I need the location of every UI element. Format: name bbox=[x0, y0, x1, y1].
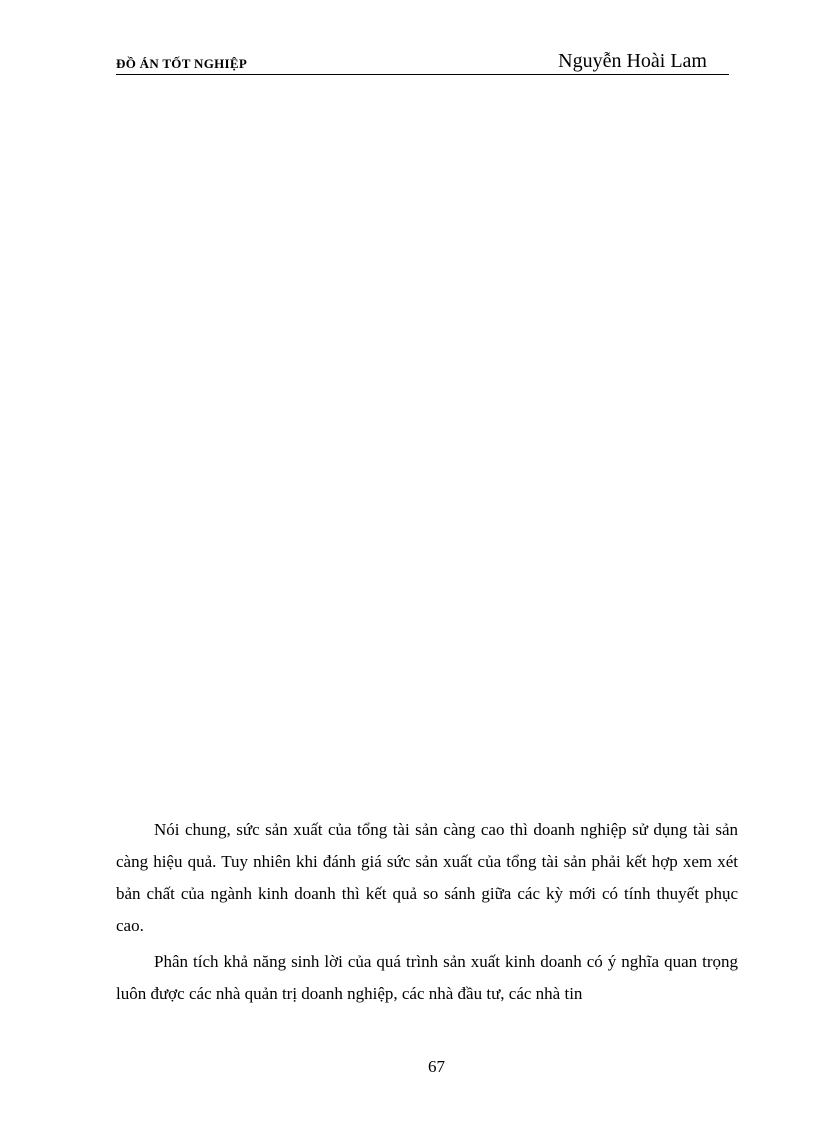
document-type-label: ĐỒ ÁN TỐT NGHIỆP bbox=[116, 56, 248, 71]
paragraph: Phân tích khả năng sinh lời của quá trình sản xuất kinh doanh có ý nghĩa quan trọng luôn được các nhà quản trị doanh nghiệp, các nhà đầu tư, các nhà tin bbox=[116, 952, 738, 1003]
author-name: Nguyễn Hoài Lam bbox=[558, 50, 707, 72]
page-header bbox=[116, 48, 729, 75]
paragraph: Nói chung, sức sản xuất của tổng tài sản càng cao thì doanh nghiệp sử dụng tài sản càng hiệu quả. Tuy nhiên khi đánh giá sức sản xuất của tổng tài sản phải kết hợp xem xét bản chất của ngành kinh doanh thì kết quả so sánh giữa các kỳ mới có tính thuyết phục cao. bbox=[116, 820, 738, 935]
page-number: 67 bbox=[428, 1057, 445, 1076]
body-text bbox=[116, 814, 738, 1014]
